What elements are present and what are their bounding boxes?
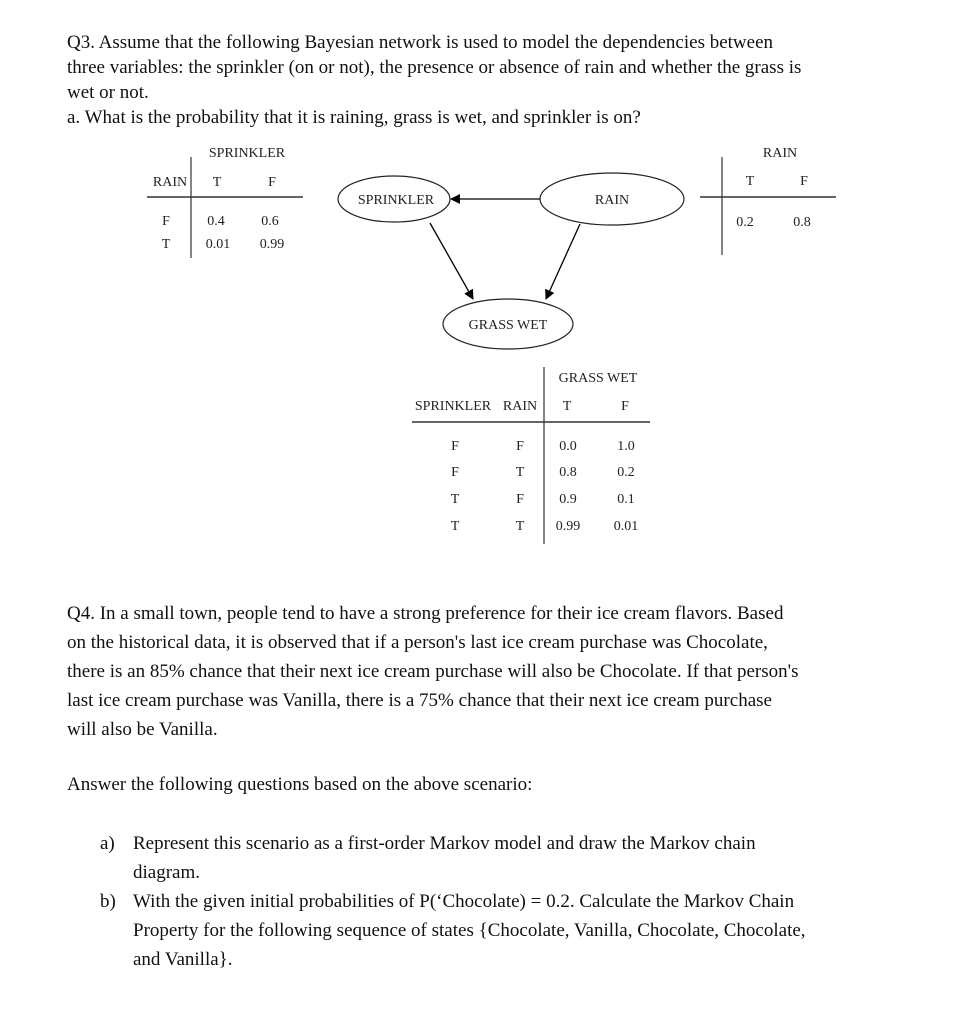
rain-node-label: RAIN xyxy=(594,193,630,208)
col-header: F xyxy=(800,174,808,189)
edge-rain-to-grass xyxy=(546,224,580,299)
cell: 0.01 xyxy=(205,237,231,252)
cell: F xyxy=(451,439,459,454)
cell: 0.2 xyxy=(736,215,754,230)
q4-prompt: Answer the following questions based on the above scenario: xyxy=(67,774,533,795)
cell: 0.8 xyxy=(793,215,811,230)
sprinkler-node-label: SPRINKLER xyxy=(357,193,435,208)
item-a-line-2: diagram. xyxy=(133,862,201,883)
cell: F xyxy=(162,214,170,229)
q3-line-2: three variables: the sprinkler (on or not), the presence or absence of rain and whether the grass is xyxy=(67,57,802,78)
col-header: F xyxy=(268,175,276,190)
cell: 0.99 xyxy=(259,237,285,252)
cell: 0.6 xyxy=(261,214,279,229)
edge-sprinkler-to-grass xyxy=(430,223,473,299)
q3-question-a: a. What is the probability that it is raining, grass is wet, and sprinkler is on? xyxy=(67,107,641,128)
col-header: F xyxy=(621,399,629,414)
cell: T xyxy=(450,519,460,534)
item-b-line-1: With the given initial probabilities of P(‘Chocolate) = 0.2. Calculate the Markov Chain xyxy=(133,891,795,912)
item-b-line-2: Property for the following sequence of states {Chocolate, Vanilla, Chocolate, Chocolate, xyxy=(133,920,806,941)
q4-paragraph xyxy=(67,599,887,744)
q3-line-1: Q3. Assume that the following Bayesian network is used to model the dependencies between xyxy=(67,32,774,53)
q4-line-5: will also be Vanilla. xyxy=(67,719,218,740)
cell: F xyxy=(451,465,459,480)
table-title: SPRINKLER xyxy=(208,146,286,161)
q4-line-2: on the historical data, it is observed that if a person's last ice cream purchase was Chocolate, xyxy=(67,632,768,653)
cell: T xyxy=(515,465,525,480)
cell: 1.0 xyxy=(617,439,635,454)
q4-line-1: Q4. In a small town, people tend to have a strong preference for their ice cream flavors. Based xyxy=(67,603,784,624)
cell: F xyxy=(516,439,524,454)
cell: 0.9 xyxy=(559,492,577,507)
q3-line-3: wet or not. xyxy=(67,82,149,103)
item-b-line-3: and Vanilla}. xyxy=(133,949,233,970)
cell: T xyxy=(161,237,171,252)
cell: 0.0 xyxy=(559,439,577,454)
col-header: T xyxy=(745,174,755,189)
cell: 0.99 xyxy=(555,519,581,534)
cell: 0.4 xyxy=(207,214,225,229)
col-header: SPRINKLER xyxy=(414,399,492,414)
table-title: RAIN xyxy=(762,146,798,161)
col-header: T xyxy=(562,399,572,414)
item-a-marker: a) xyxy=(100,833,115,854)
item-a-line-1: Represent this scenario as a first-order Markov model and draw the Markov chain xyxy=(133,833,756,854)
grass-wet-cpt-table xyxy=(412,367,650,544)
col-header: T xyxy=(212,175,222,190)
cell: 0.1 xyxy=(617,492,635,507)
q4-line-4: last ice cream purchase was Vanilla, there is a 75% chance that their next ice cream purchase xyxy=(67,690,772,711)
grass-wet-node-label: GRASS WET xyxy=(468,318,548,333)
cell: 0.01 xyxy=(613,519,639,534)
cell: 0.2 xyxy=(617,465,635,480)
col-header: RAIN xyxy=(502,399,538,414)
cell: T xyxy=(450,492,460,507)
q4-line-3: there is an 85% chance that their next ice cream purchase will also be Chocolate. If that person's xyxy=(67,661,799,682)
rain-cpt-table xyxy=(700,146,836,255)
cell: T xyxy=(515,519,525,534)
row-header: RAIN xyxy=(152,175,188,190)
sprinkler-cpt-table xyxy=(147,146,303,258)
item-b-marker: b) xyxy=(100,891,116,912)
cell: F xyxy=(516,492,524,507)
cell: 0.8 xyxy=(559,465,577,480)
table-title: GRASS WET xyxy=(558,371,638,386)
